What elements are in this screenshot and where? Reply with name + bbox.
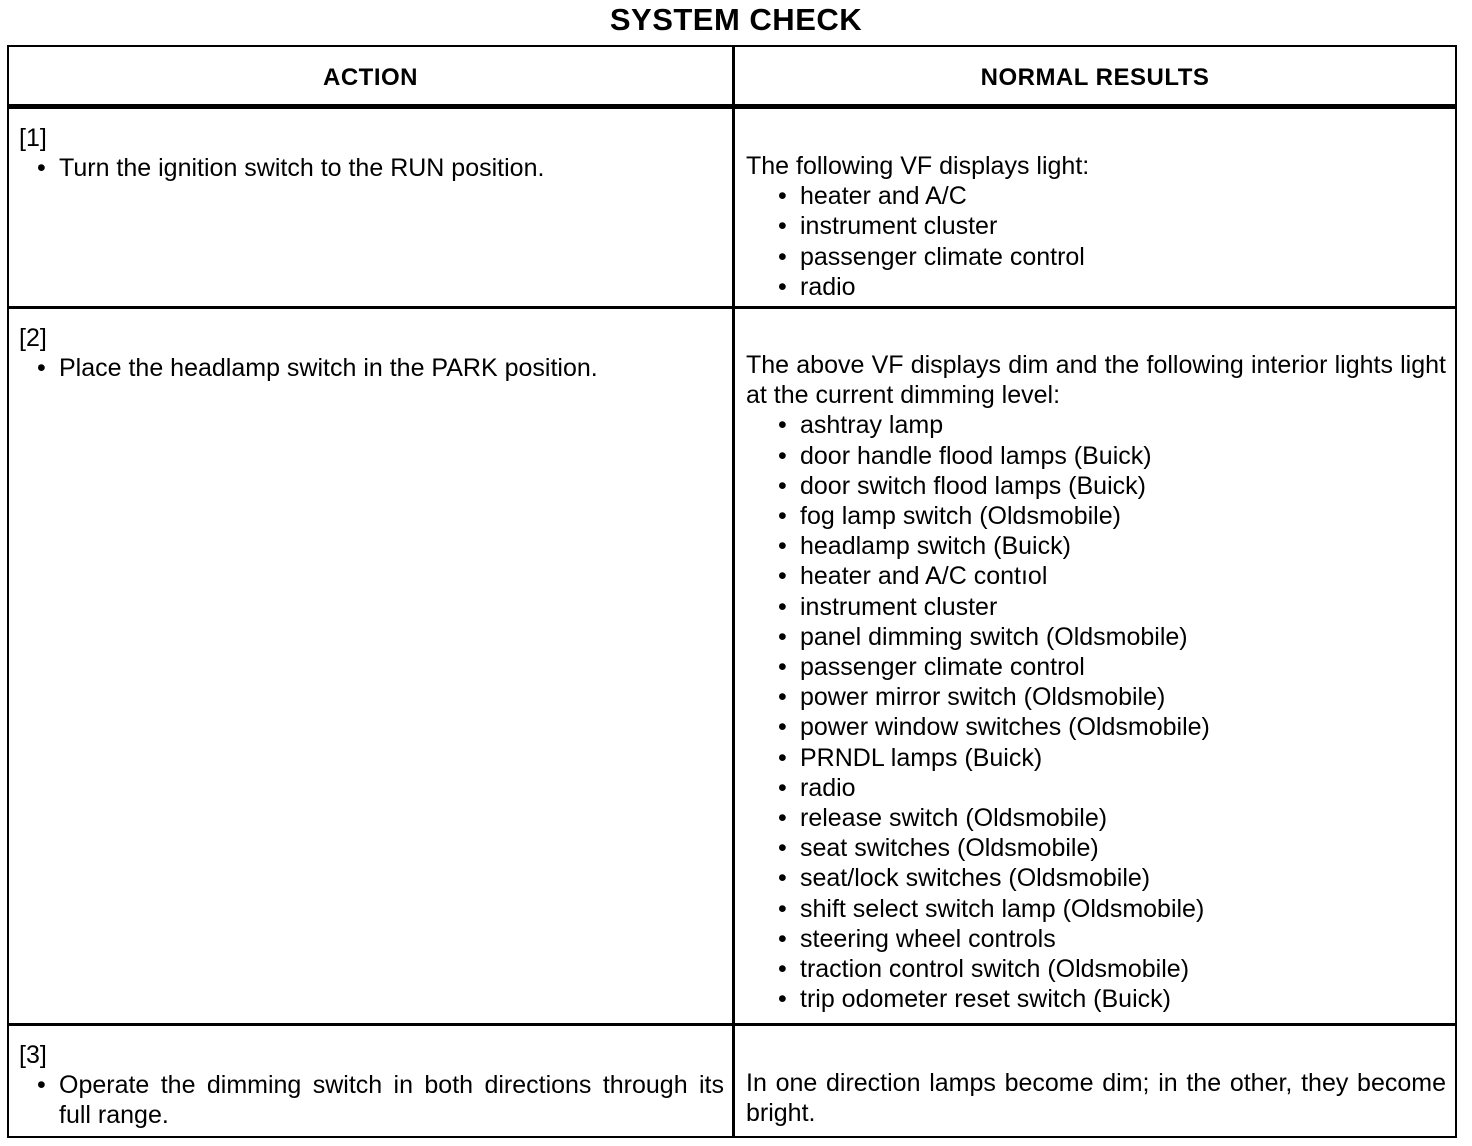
list-item xyxy=(778,441,1446,471)
list-item-text: steering wheel controls xyxy=(800,924,1056,953)
list-item xyxy=(778,181,1446,211)
list-item-text: panel dimming switch (Oldsmobile) xyxy=(800,622,1188,651)
list-item-text: trip odometer reset switch (Buick) xyxy=(800,985,1171,1014)
table-row-step-2 xyxy=(9,309,1455,1023)
action-description: Turn the ignition switch to the RUN position. xyxy=(59,154,545,183)
list-item xyxy=(778,622,1446,652)
list-item-text: heater and A/C contıol xyxy=(800,562,1048,591)
list-item xyxy=(778,652,1446,682)
step-number: [3] xyxy=(19,1041,47,1069)
table-header-row xyxy=(9,47,1455,109)
list-item-text: shift select switch lamp (Oldsmobile) xyxy=(800,894,1205,923)
bullet-icon: • xyxy=(778,713,787,742)
list-item xyxy=(778,803,1446,833)
list-item-text: PRNDL lamps (Buick) xyxy=(800,743,1043,772)
bullet-icon: • xyxy=(778,653,787,682)
bullet-icon: • xyxy=(778,562,787,591)
action-description: Operate the dimming switch in both directions through its full range. xyxy=(59,1071,724,1130)
list-item-text: door switch flood lamps (Buick) xyxy=(800,471,1146,500)
list-item xyxy=(778,531,1446,561)
list-item xyxy=(778,682,1446,712)
bullet-icon: • xyxy=(778,804,787,833)
list-item-text: power mirror switch (Oldsmobile) xyxy=(800,683,1166,712)
list-item-text: release switch (Oldsmobile) xyxy=(800,804,1108,833)
list-item xyxy=(778,712,1446,742)
bullet-icon: • xyxy=(778,985,787,1014)
table-row-step-1 xyxy=(9,109,1455,306)
result-cell-step-1 xyxy=(746,151,1446,302)
bullet-icon: • xyxy=(778,182,787,211)
action-text xyxy=(19,353,724,383)
bullet-icon: • xyxy=(778,894,787,923)
bullet-icon: • xyxy=(778,924,787,953)
list-item-text: door handle flood lamps (Buick) xyxy=(800,441,1152,470)
result-intro: The above VF displays dim and the following interior lights light at the current dimming level: xyxy=(746,351,1446,410)
bullet-icon: • xyxy=(778,272,787,301)
result-intro: The following VF displays light: xyxy=(746,152,1090,180)
list-item-text: instrument cluster xyxy=(800,212,998,241)
bullet-icon: • xyxy=(778,242,787,271)
list-item xyxy=(778,954,1446,984)
list-item-text: instrument cluster xyxy=(800,592,998,621)
list-item xyxy=(778,894,1446,924)
action-description: Place the headlamp switch in the PARK position. xyxy=(59,354,598,383)
list-item xyxy=(778,773,1446,803)
list-item-text: headlamp switch (Buick) xyxy=(800,532,1071,561)
page-title: SYSTEM CHECK xyxy=(609,2,863,37)
list-item-text: passenger climate control xyxy=(800,242,1085,271)
bullet-icon: • xyxy=(778,955,787,984)
bullet-icon: • xyxy=(37,1071,46,1100)
list-item xyxy=(778,471,1446,501)
list-item-text: traction control switch (Oldsmobile) xyxy=(800,955,1190,984)
bullet-icon: • xyxy=(778,743,787,772)
bullet-icon: • xyxy=(778,502,787,531)
bullet-icon: • xyxy=(778,212,787,241)
step-number: [2] xyxy=(19,324,47,352)
list-item-text: seat/lock switches (Oldsmobile) xyxy=(800,864,1151,893)
list-item xyxy=(778,592,1446,622)
bullet-icon: • xyxy=(778,532,787,561)
list-item xyxy=(778,242,1446,272)
bullet-icon: • xyxy=(778,683,787,712)
list-item-text: radio xyxy=(800,773,856,802)
list-item-text: heater and A/C xyxy=(800,182,967,211)
table-row-step-3 xyxy=(9,1026,1455,1136)
action-column-header: ACTION xyxy=(323,64,418,91)
list-item xyxy=(778,410,1446,440)
step-number: [1] xyxy=(19,124,47,152)
action-text xyxy=(19,1070,724,1130)
list-item-text: seat switches (Oldsmobile) xyxy=(800,834,1099,863)
list-item xyxy=(778,501,1446,531)
list-item xyxy=(778,272,1446,302)
action-cell-step-2 xyxy=(19,309,724,383)
list-item-text: ashtray lamp xyxy=(800,411,944,440)
result-cell-step-2 xyxy=(746,350,1446,1014)
bullet-icon: • xyxy=(37,354,46,383)
list-item xyxy=(778,833,1446,863)
results-column-header: NORMAL RESULTS xyxy=(980,64,1210,91)
action-cell-step-1 xyxy=(19,109,724,183)
list-item-text: radio xyxy=(800,272,856,301)
result-list xyxy=(746,181,1446,302)
list-item xyxy=(778,984,1446,1014)
system-check-table xyxy=(7,45,1457,1138)
bullet-icon: • xyxy=(778,864,787,893)
list-item-text: passenger climate control xyxy=(800,653,1085,682)
list-item xyxy=(778,561,1446,591)
bullet-icon: • xyxy=(37,154,46,183)
result-cell-step-3 xyxy=(746,1068,1446,1128)
bullet-icon: • xyxy=(778,773,787,802)
bullet-icon: • xyxy=(778,834,787,863)
list-item-text: power window switches (Oldsmobile) xyxy=(800,713,1210,742)
bullet-icon: • xyxy=(778,592,787,621)
result-list xyxy=(746,410,1446,1014)
bullet-icon: • xyxy=(778,471,787,500)
list-item xyxy=(778,924,1446,954)
list-item xyxy=(778,863,1446,893)
action-cell-step-3 xyxy=(19,1026,724,1131)
list-item xyxy=(778,743,1446,773)
bullet-icon: • xyxy=(778,411,787,440)
bullet-icon: • xyxy=(778,441,787,470)
action-text xyxy=(19,153,724,183)
bullet-icon: • xyxy=(778,622,787,651)
list-item-text: fog lamp switch (Oldsmobile) xyxy=(800,502,1121,531)
result-intro: In one direction lamps become dim; in the other, they become bright. xyxy=(746,1069,1446,1128)
list-item xyxy=(778,211,1446,241)
